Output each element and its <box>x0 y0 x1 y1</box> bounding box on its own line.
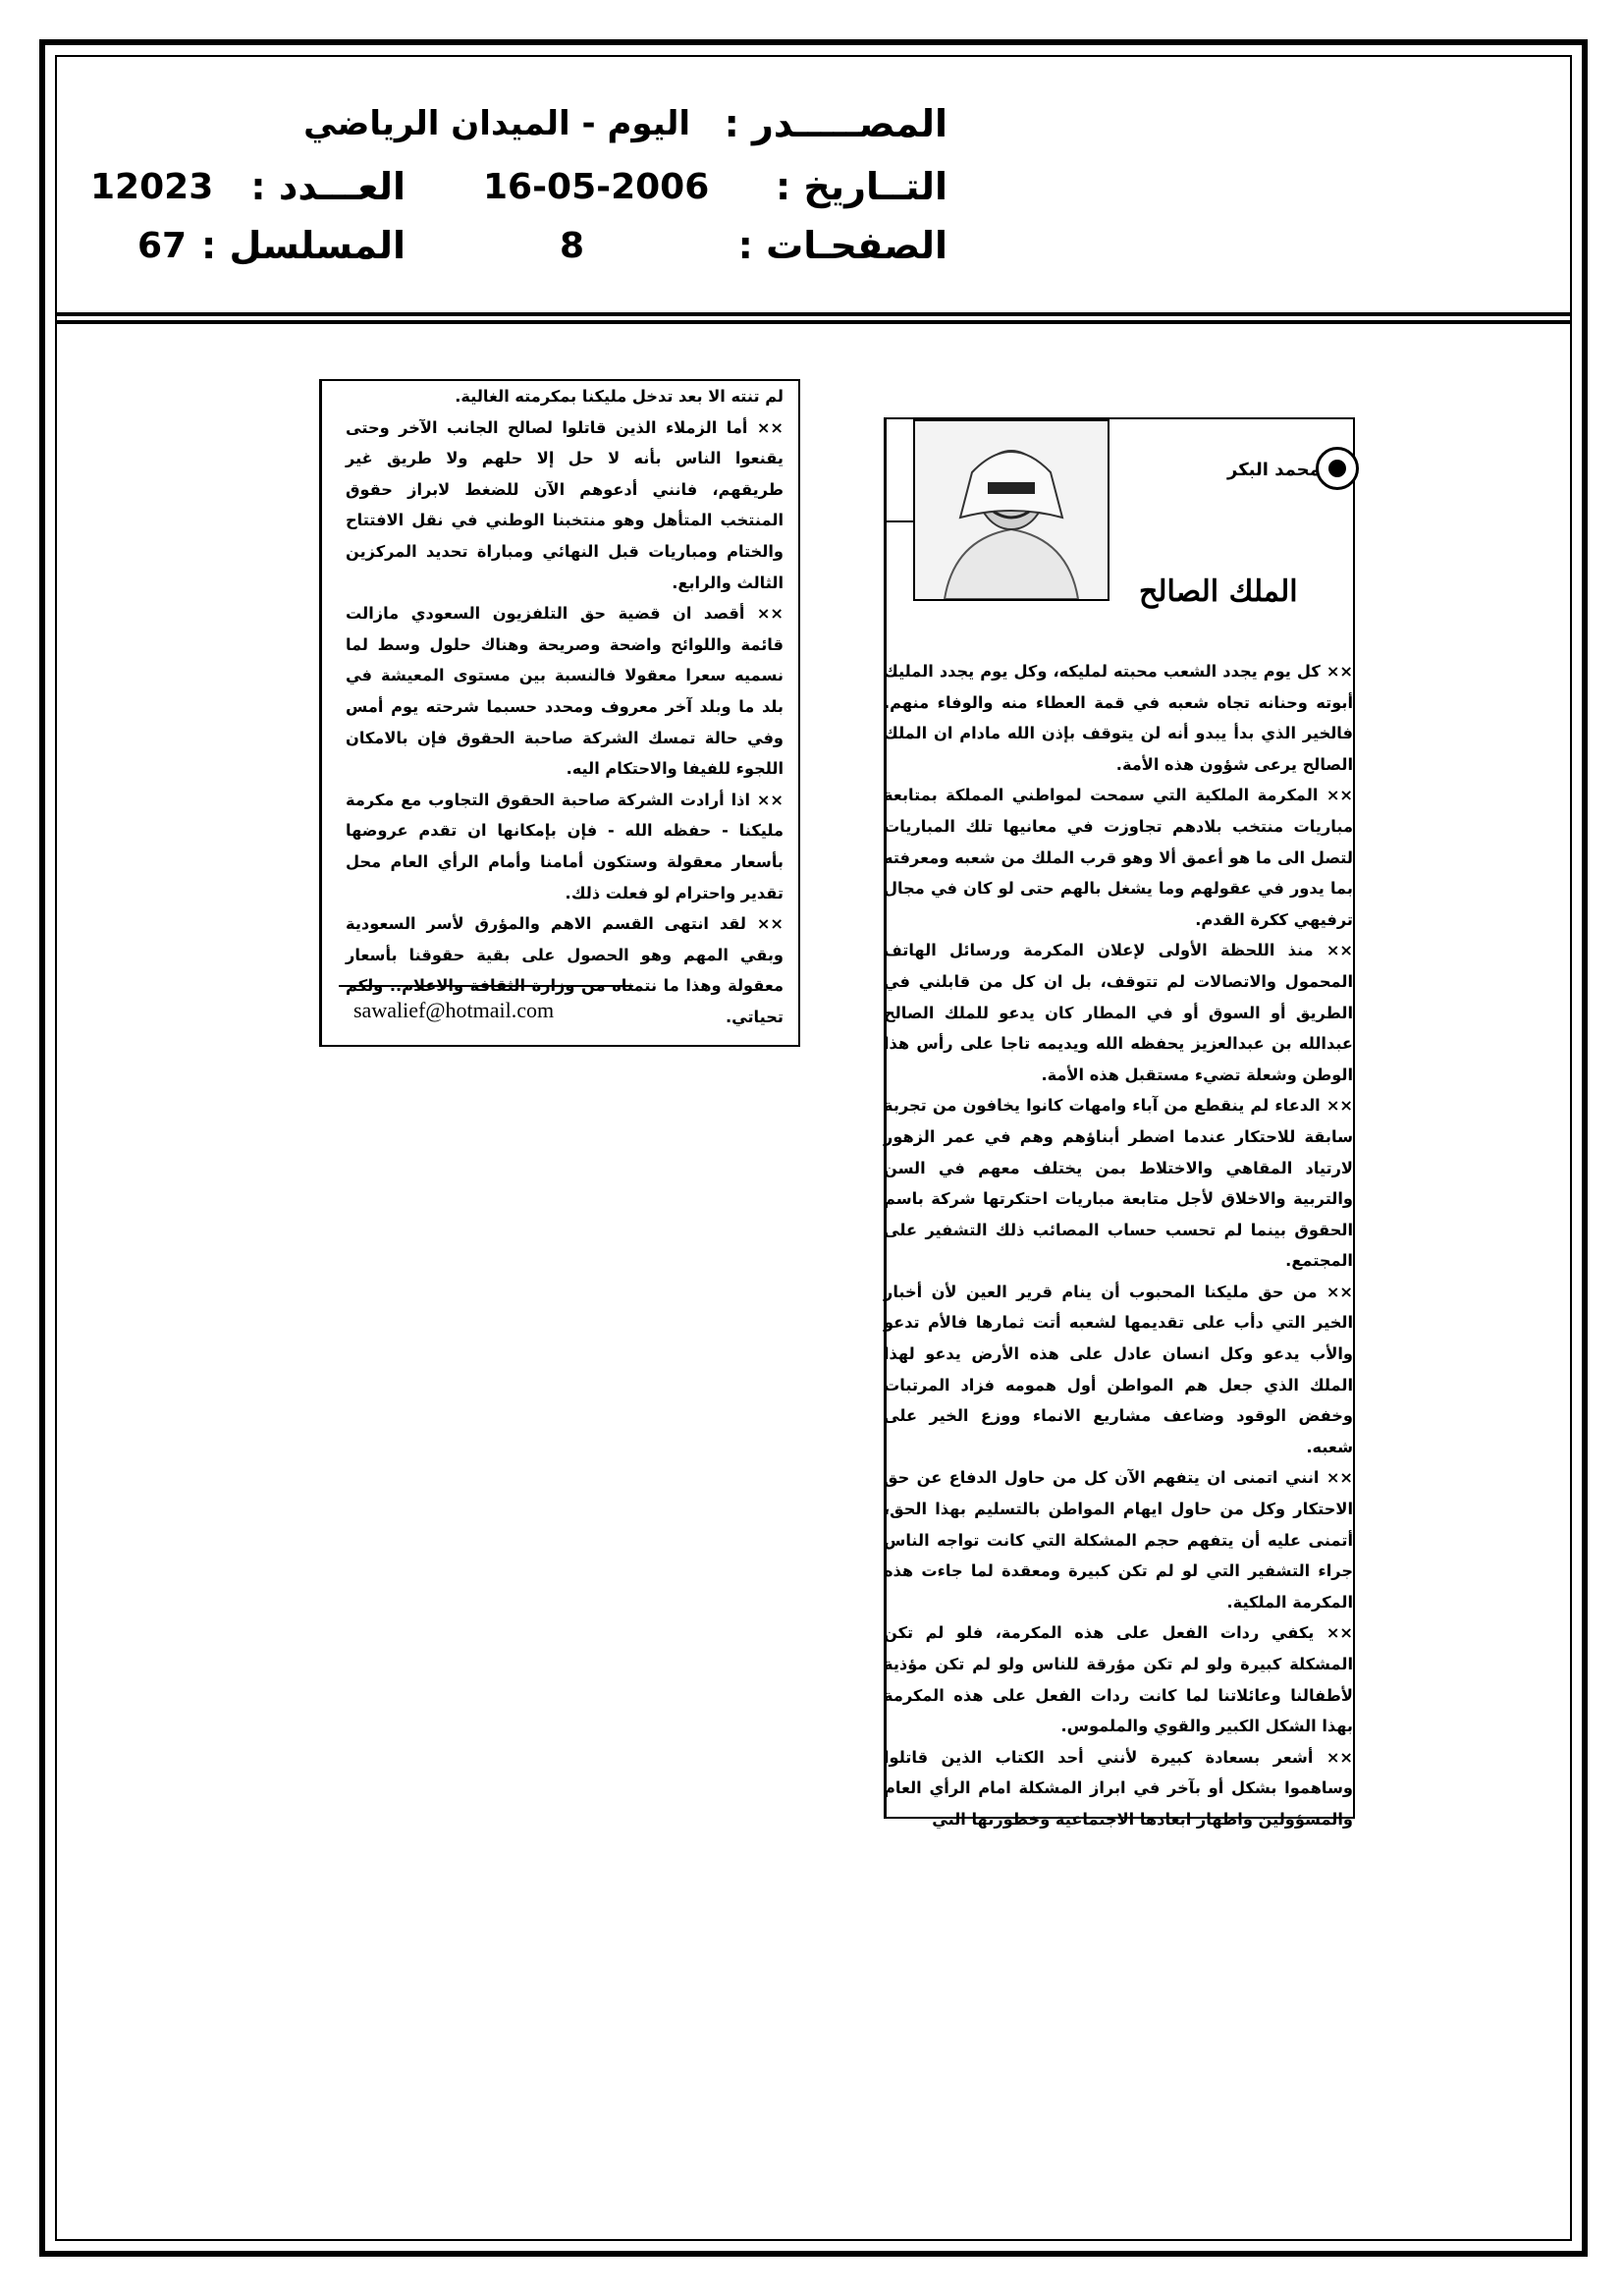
source-label: المصـــــدر : <box>724 102 947 145</box>
author-email: sawalief@hotmail.com <box>353 998 555 1022</box>
signature-rule <box>339 985 633 987</box>
paragraph: ×× أقصد ان قضية حق التلفزيون السعودي مازالت قائمة واللوائح واضحة وصريحة وهناك حلول وسط لما نسميه سعرا معقولا فالنسبة بين مستوى المعيشة في بلد ما وبلد آخر معروف ومحدد حسبما شرحته يوم أمس وفي حالة تمسك الشركة صاحبة الحقوق فإن بالامكان اللجوء للفيفا والاحتكام اليه. <box>346 604 784 779</box>
author-portrait-icon <box>915 421 1108 599</box>
source-value: اليوم - الميدان الرياضي <box>303 104 690 143</box>
pages-label: الصفحـات : <box>737 224 947 267</box>
article-right-column <box>884 656 1353 1835</box>
author-photo <box>913 419 1109 601</box>
date-label: التــاريخ : <box>775 165 947 208</box>
header-divider-top <box>55 312 1572 316</box>
date-value: 16-05-2006 <box>483 167 710 207</box>
serial-value: 67 <box>137 226 188 266</box>
paragraph: ×× يكفي ردات الفعل على هذه المكرمة، فلو لم تكن المشكلة كبيرة ولو لم تكن مؤرقة للناس ولو لم تكن مؤذية لأطفالنا وعائلاتنا لما كانت ردات الفعل على هذه المكرمة بهذا الشكل الكبير والقوي والملموس. <box>884 1623 1353 1736</box>
article-left-column <box>346 381 784 1032</box>
serial-label: المسلسل : <box>201 224 406 267</box>
paragraph: ×× لقد انتهى القسم الاهم والمؤرق لأسر السعودية وبقي المهم وهو الحصول على بقية حقوقنا بأسعار معقولة وهذا ما نتمناه من وزارة الثقافة والاعلام.. ولكم تحياتي. <box>346 914 784 1026</box>
pages-value: 8 <box>560 226 585 266</box>
issue-value: 12023 <box>90 167 214 207</box>
author-name: محمد البكر <box>1227 460 1321 480</box>
paragraph: لم تنته الا بعد تدخل مليكنا بمكرمته الغالية. <box>455 387 784 406</box>
paragraph: ×× من حق مليكنا المحبوب أن ينام قرير العين لأن أخبار الخير التي دأب على تقديمها لشعبه أتت ثمارها فالأم تدعو والأب يدعو وكل انسان عادل على هذه الأرض يدعو لهذا الملك الذي جعل هم المواطن أول همومه فزاد المرتبات وخفض الوقود وضاعف مشاريع الانماء ووزع الخير على شعبه. <box>884 1282 1353 1456</box>
paragraph: ×× منذ اللحظة الأولى لإعلان المكرمة ورسائل الهاتف المحمول والاتصالات لم تتوقف، بل ان كل من قابلني في الطريق أو السوق أو في المطار كان يدعو للملك الصالح عبدالله بن عبدالعزيز يحفظه الله ويديمه تاجا على رأس هذا الوطن وشعلة تضيء مستقبل هذه الأمة. <box>884 941 1353 1084</box>
paragraph: ×× المكرمة الملكية التي سمحت لمواطني المملكة بمتابعة مباريات منتخب بلادهم تجاوزت في معانيها تلك المباريات لتصل الى ما هو أعمق ألا وهو قرب الملك من شعبه ومعرفته بما يدور في عقولهم وما يشغل بالهم حتى لو كان في مجال ترفيهي ككرة القدم. <box>884 786 1353 929</box>
football-icon <box>1316 447 1359 490</box>
paragraph: ×× انني اتمنى ان يتفهم الآن كل من حاول الدفاع عن حق الاحتكار وكل من حاول ايهام المواطن بالتسليم بهذا الحق، أتمنى عليه أن يتفهم حجم المشكلة التي كانت تواجه الناس جراء التشفير التي لو لم تكن كبيرة ومعقدة لما جاءت هذه المكرمة الملكية. <box>884 1468 1353 1612</box>
paragraph: ×× كل يوم يجدد الشعب محبته لمليكه، وكل يوم يجدد المليك أبوته وحنانه تجاه شعبه في قمة العطاء منه والوفاء منهم. فالخير الذي بدأ يبدو أنه لن يتوقف بإذن الله مادام ان الملك الصالح يرعى شؤون هذه الأمة. <box>884 662 1353 774</box>
issue-label: العـــدد : <box>250 165 406 208</box>
paragraph: ×× الدعاء لم ينقطع من آباء وامهات كانوا يخافون من تجربة سابقة للاحتكار عندما اضطر أبناؤهم وهم في عمر الزهور لارتياد المقاهي والاختلاط بمن يختلف معهم في السن والتربية والاخلاق لأجل متابعة مباريات احتكرتها شركة باسم الحقوق بينما لم تحسب حساب المصائب ذلك التشفير على المجتمع. <box>884 1096 1353 1271</box>
paragraph: ×× أشعر بسعادة كبيرة لأنني أحد الكتاب الذين قاتلوا وساهموا بشكل أو بآخر في ابراز المشكلة امام الرأي العام والمسؤولين واظهار ابعادها الاجتماعية وخطورتها التي <box>884 1747 1353 1829</box>
article-title: الملك الصالح <box>1139 574 1298 609</box>
paragraph: ×× أما الزملاء الذين قاتلوا لصالح الجانب الآخر وحتى يقنعوا الناس بأنه لا حل إلا حلهم ولا طريق غير طريقهم، فانني أدعوهم الآن للضغط لابراز حقوق المنتخب المتأهل وهو منتخبنا الوطني في نقل الافتتاح والختام ومباريات قبل النهائي ومباراة تحديد المركزين الثالث والرابع. <box>346 417 784 592</box>
header-divider-bottom <box>55 320 1572 324</box>
paragraph: ×× اذا أرادت الشركة صاحبة الحقوق التجاوب مع مكرمة مليكنا - حفظه الله - فإن بإمكانها ان تقدم عروضها بأسعار معقولة وستكون أمامنا وأمام الرأي العام محل تقدير واحترام لو فعلت ذلك. <box>346 790 784 902</box>
